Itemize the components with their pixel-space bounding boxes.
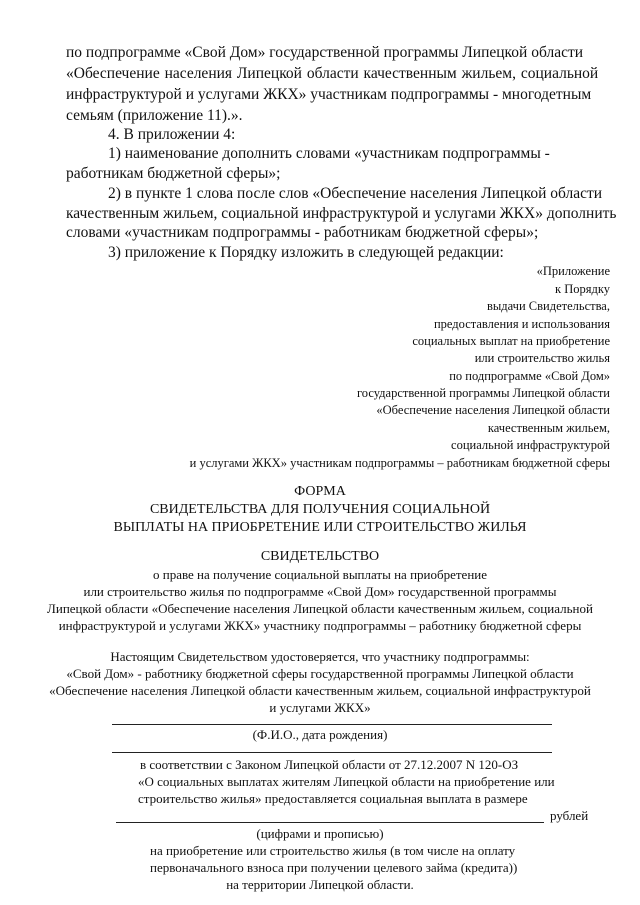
certify-line: «Обеспечение населения Липецкой области качественным жильем, социальной инфраструктурой [49,683,591,698]
certify-line: «Свой Дом» - работнику бюджетной сферы государственной программы Липецкой области [66,666,574,681]
certificate-subtitle-line: или строительство жилья по подпрограмме «Свой Дом» государственной программы [83,584,557,599]
appendix-header-line: «Обеспечение населения Липецкой области [376,403,610,417]
fio-blank-line-2 [112,752,552,753]
purpose-line: на территории Липецкой области. [226,877,414,892]
form-title: ВЫПЛАТЫ НА ПРИОБРЕТЕНИЕ ИЛИ СТРОИТЕЛЬСТВО ЖИЛЬЯ [113,520,527,535]
body-line: 1) наименование дополнить словами «участникам подпрограммы - [108,145,550,162]
body-line: 2) в пункте 1 слова после слов «Обеспечение населения Липецкой области [108,185,603,202]
body-line: 3) приложение к Порядку изложить в следующей редакции: [108,244,504,261]
appendix-header-line: предоставления и использования [433,317,610,331]
appendix-header-line: «Приложение [536,264,610,278]
body-line: «Обеспечение населения Липецкой области качественным жильем, социальной [66,65,599,82]
body-line: качественным жильем, социальной инфраструктурой и услугами ЖКХ» дополнить [66,205,617,222]
certificate-subtitle-line: инфраструктурой и услугами ЖКХ» участнику подпрограммы – работнику бюджетной сферы [58,618,582,633]
purpose-line: первоначального взноса при получении целевого займа (кредита)) [150,860,518,875]
certificate-title: СВИДЕТЕЛЬСТВО [260,549,380,564]
appendix-header-line: выдачи Свидетельства, [486,299,610,313]
appendix-header-line: и услугами ЖКХ» участникам подпрограммы – работникам бюджетной сферы [189,456,610,470]
appendix-header-line: качественным жильем, [487,421,610,435]
amount-caption: (цифрами и прописью) [256,826,384,841]
fio-caption: (Ф.И.О., дата рождения) [252,727,388,742]
appendix-header-line: социальной инфраструктурой [451,438,610,452]
appendix-header-line: к Порядку [555,282,610,296]
appendix-header-line: или строительство жилья [474,351,610,365]
body-line: словами «участникам подпрограммы - работникам бюджетной сферы»; [66,224,539,241]
body-line: работникам бюджетной сферы»; [66,165,281,182]
rubles-label: рублей [550,808,589,823]
certificate-subtitle-line: Липецкой области «Обеспечение населения Липецкой области качественным жильем, социальной [47,601,593,616]
body-line: 4. В приложении 4: [108,126,236,143]
certify-line: Настоящим Свидетельством удостоверяется, что участнику подпрограммы: [110,649,530,664]
law-line: «О социальных выплатах жителям Липецкой области на приобретение или [138,774,555,789]
law-line: строительство жилья» предоставляется социальная выплата в размере [138,791,528,806]
body-line: инфраструктурой и услугами ЖКХ» участникам подпрограммы - многодетным [66,86,592,103]
certify-line: и услугами ЖКХ» [269,700,371,715]
appendix-header-line: по подпрограмме «Свой Дом» [449,369,610,383]
certificate-subtitle-line: о праве на получение социальной выплаты на приобретение [152,567,488,582]
form-title: ФОРМА [294,484,346,499]
form-title: СВИДЕТЕЛЬСТВА ДЛЯ ПОЛУЧЕНИЯ СОЦИАЛЬНОЙ [149,502,491,517]
body-line: семьям (приложение 11).». [66,107,243,124]
body-line: по подпрограмме «Свой Дом» государственной программы Липецкой области [66,44,584,61]
law-line: в соответствии с Законом Липецкой области от 27.12.2007 N 120-ОЗ [140,757,519,772]
fio-blank-line [112,724,552,725]
purpose-line: на приобретение или строительство жилья (в том числе на оплату [150,843,516,858]
appendix-header-line: социальных выплат на приобретение [412,334,610,348]
appendix-header-line: государственной программы Липецкой области [356,386,610,400]
amount-blank-line [116,822,544,823]
